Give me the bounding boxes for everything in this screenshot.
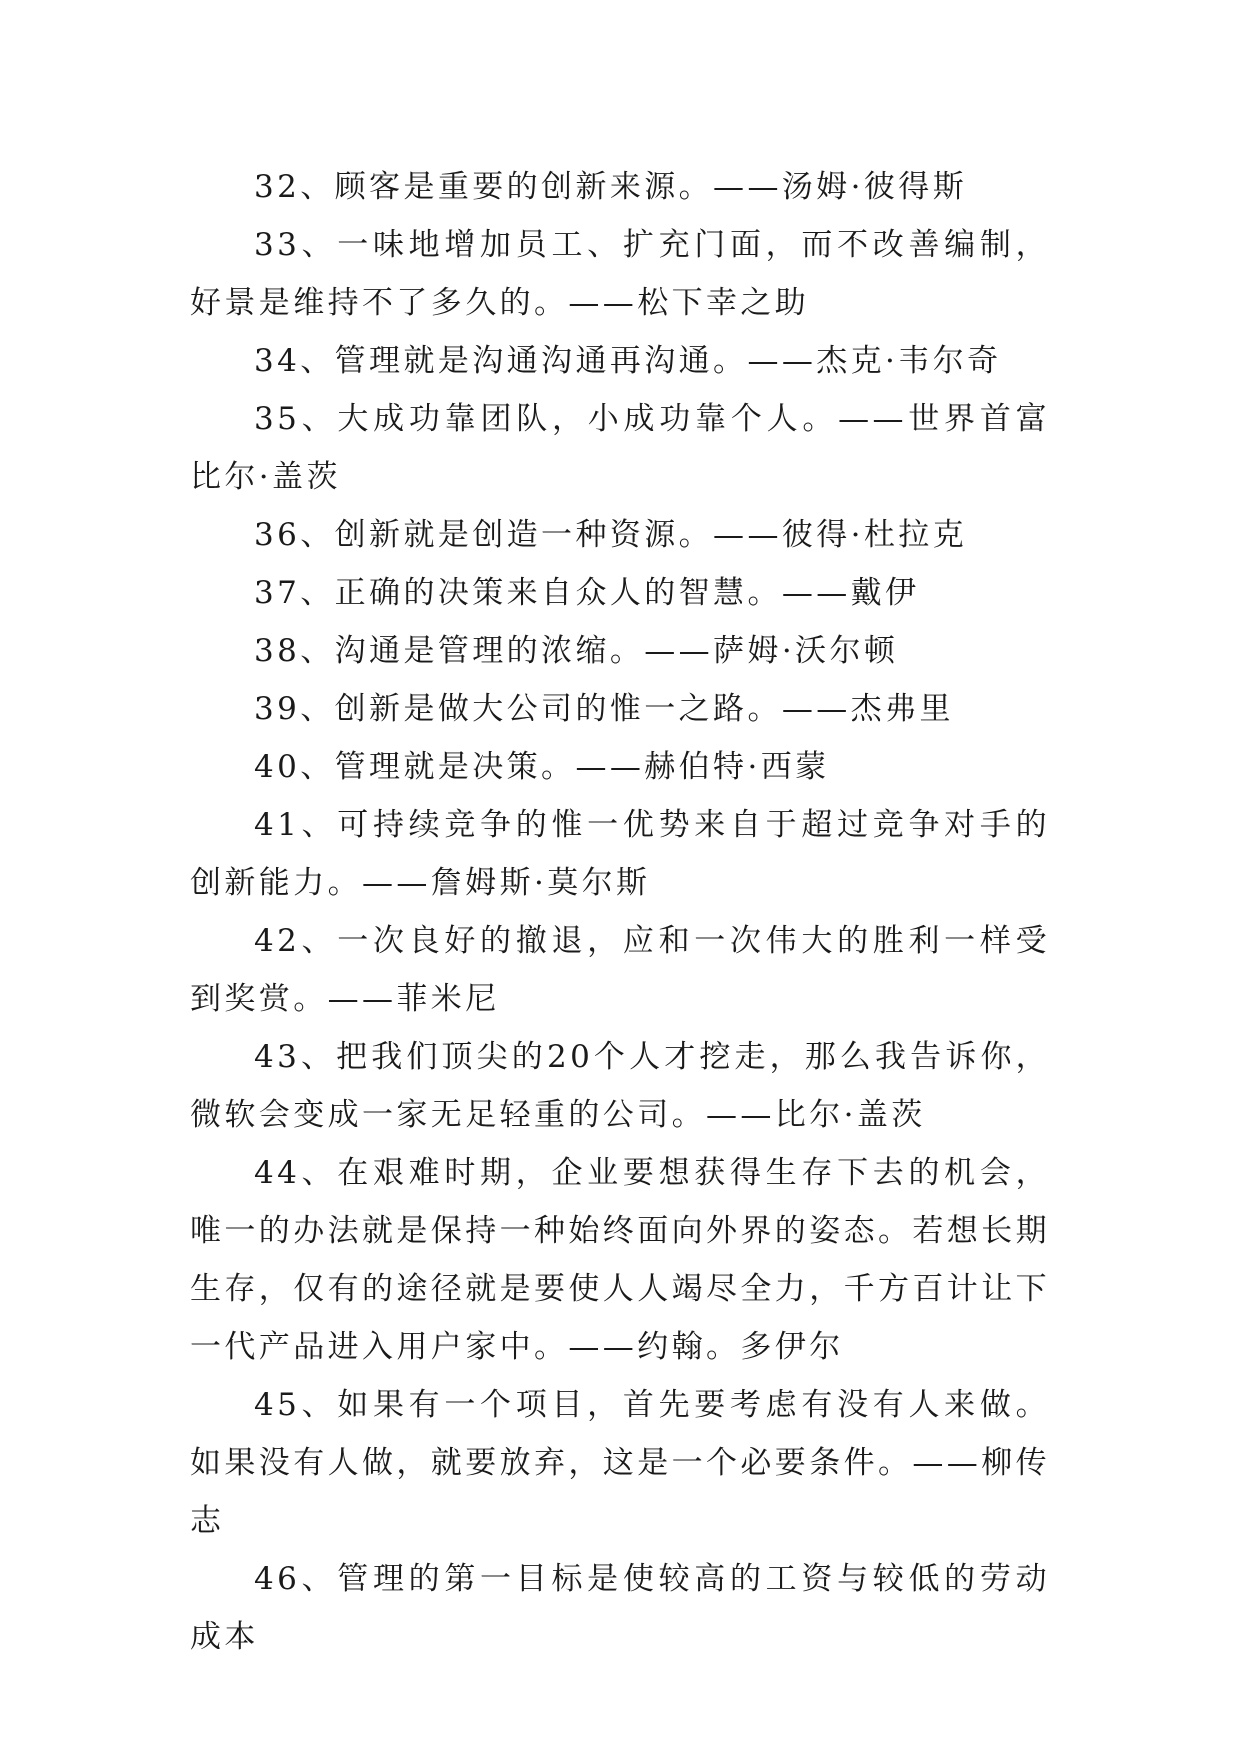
quote-paragraph-45: 45、如果有一个项目，首先要考虑有没有人来做。如果没有人做，就要放弃，这是一个必要条件。——柳传志 bbox=[190, 1387, 1050, 1539]
quote-paragraph-36: 36、创新就是创造一种资源。——彼得·杜拉克 bbox=[254, 517, 968, 553]
quote-paragraph-46: 46、管理的第一目标是使较高的工资与较低的劳动成本 bbox=[190, 1561, 1050, 1655]
document-body bbox=[190, 158, 1050, 1666]
quote-paragraph-41: 41、可持续竞争的惟一优势来自于超过竞争对手的创新能力。——詹姆斯·莫尔斯 bbox=[190, 807, 1050, 901]
quote-paragraph-38: 38、沟通是管理的浓缩。——萨姆·沃尔顿 bbox=[254, 633, 899, 669]
quote-paragraph-35: 35、大成功靠团队，小成功靠个人。——世界首富比尔·盖茨 bbox=[190, 401, 1050, 495]
quote-paragraph-32: 32、顾客是重要的创新来源。——汤姆·彼得斯 bbox=[254, 169, 968, 205]
quote-paragraph-33: 33、一味地增加员工、扩充门面，而不改善编制，好景是维持不了多久的。——松下幸之助 bbox=[190, 227, 1050, 321]
quote-paragraph-40: 40、管理就是决策。——赫伯特·西蒙 bbox=[254, 749, 830, 785]
quote-paragraph-44: 44、在艰难时期，企业要想获得生存下去的机会，唯一的办法就是保持一种始终面向外界的姿态。若想长期生存，仅有的途径就是要使人人竭尽全力，千方百计让下一代产品进入用户家中。——约翰。多伊尔 bbox=[190, 1155, 1050, 1365]
quote-paragraph-37: 37、正确的决策来自众人的智慧。——戴伊 bbox=[254, 575, 920, 611]
quote-paragraph-34: 34、管理就是沟通沟通再沟通。——杰克·韦尔奇 bbox=[254, 343, 1002, 379]
quote-paragraph-42: 42、一次良好的撤退，应和一次伟大的胜利一样受到奖赏。——菲米尼 bbox=[190, 923, 1050, 1017]
quote-paragraph-39: 39、创新是做大公司的惟一之路。——杰弗里 bbox=[254, 691, 954, 727]
quote-paragraph-43: 43、把我们顶尖的20个人才挖走，那么我告诉你，微软会变成一家无足轻重的公司。——比尔·盖茨 bbox=[190, 1039, 1050, 1133]
